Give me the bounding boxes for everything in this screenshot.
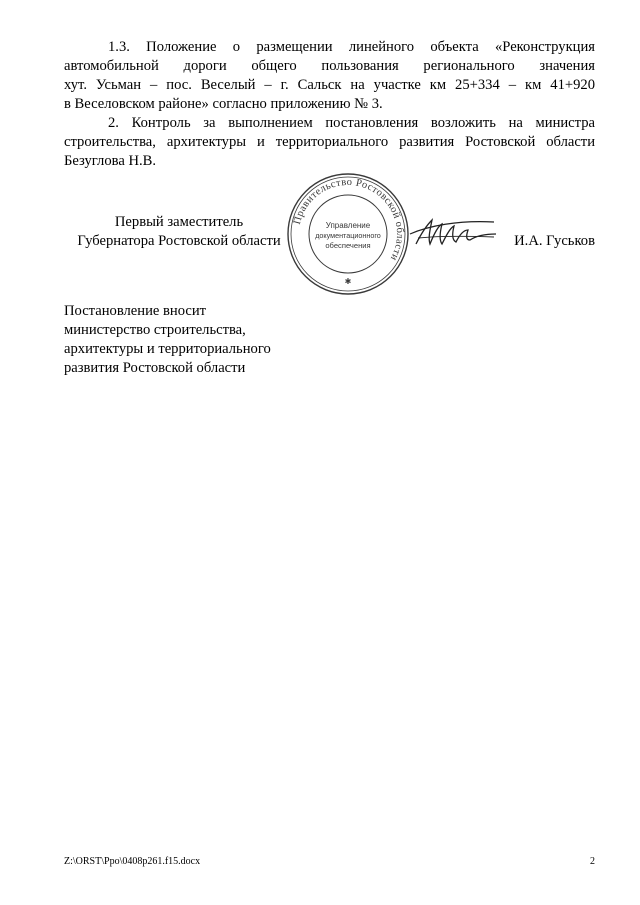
paragraph-line: Безуглова Н.В.	[64, 153, 157, 169]
note-line: Постановление вносит	[64, 303, 207, 319]
note-line: развития Ростовской области	[64, 360, 246, 376]
note-line: министерство строительства,	[64, 322, 246, 338]
paragraph-line: 2. Контроль за выполнением постановления возложить на министра	[108, 115, 595, 131]
stamp-inner-line3: обеспечения	[325, 241, 371, 250]
submitted-by-note	[64, 302, 324, 378]
signer-name: И.А. Гуськов	[514, 233, 595, 249]
paragraph-line: автомобильной дороги общего пользования регионального значения	[64, 58, 595, 74]
footer-file-path: Z:\ORST\Ppo\0408p261.f15.docx	[64, 856, 201, 867]
paragraph-1-3	[64, 38, 595, 114]
paragraph-line: хут. Усьман – пос. Веселый – г. Сальск на участке км 25+334 – км 41+920	[64, 77, 595, 93]
paragraph-line: в Веселовском районе» согласно приложению № 3.	[64, 96, 383, 112]
signer-position-line1: Первый заместитель	[114, 214, 244, 230]
official-seal-stamp	[286, 172, 410, 296]
note-line: архитектуры и территориального	[64, 341, 271, 357]
paragraph-2	[64, 114, 595, 171]
signer-position	[64, 213, 294, 251]
stamp-inner-line2: документационного	[315, 231, 381, 240]
stamp-inner-line1: Управление	[325, 221, 371, 230]
signer-position-line2: Губернатора Ростовской области	[77, 233, 281, 249]
paragraph-line: строительства, архитектуры и территориального развития Ростовской области	[64, 134, 595, 150]
paragraph-line: 1.3. Положение о размещении линейного объекта «Реконструкция	[108, 39, 595, 55]
stamp-star-icon: ✱	[344, 277, 352, 286]
handwritten-signature	[408, 212, 498, 252]
stamp-outer-text: Правительство Ростовской области	[291, 176, 406, 263]
footer-page-number: 2	[590, 856, 595, 867]
